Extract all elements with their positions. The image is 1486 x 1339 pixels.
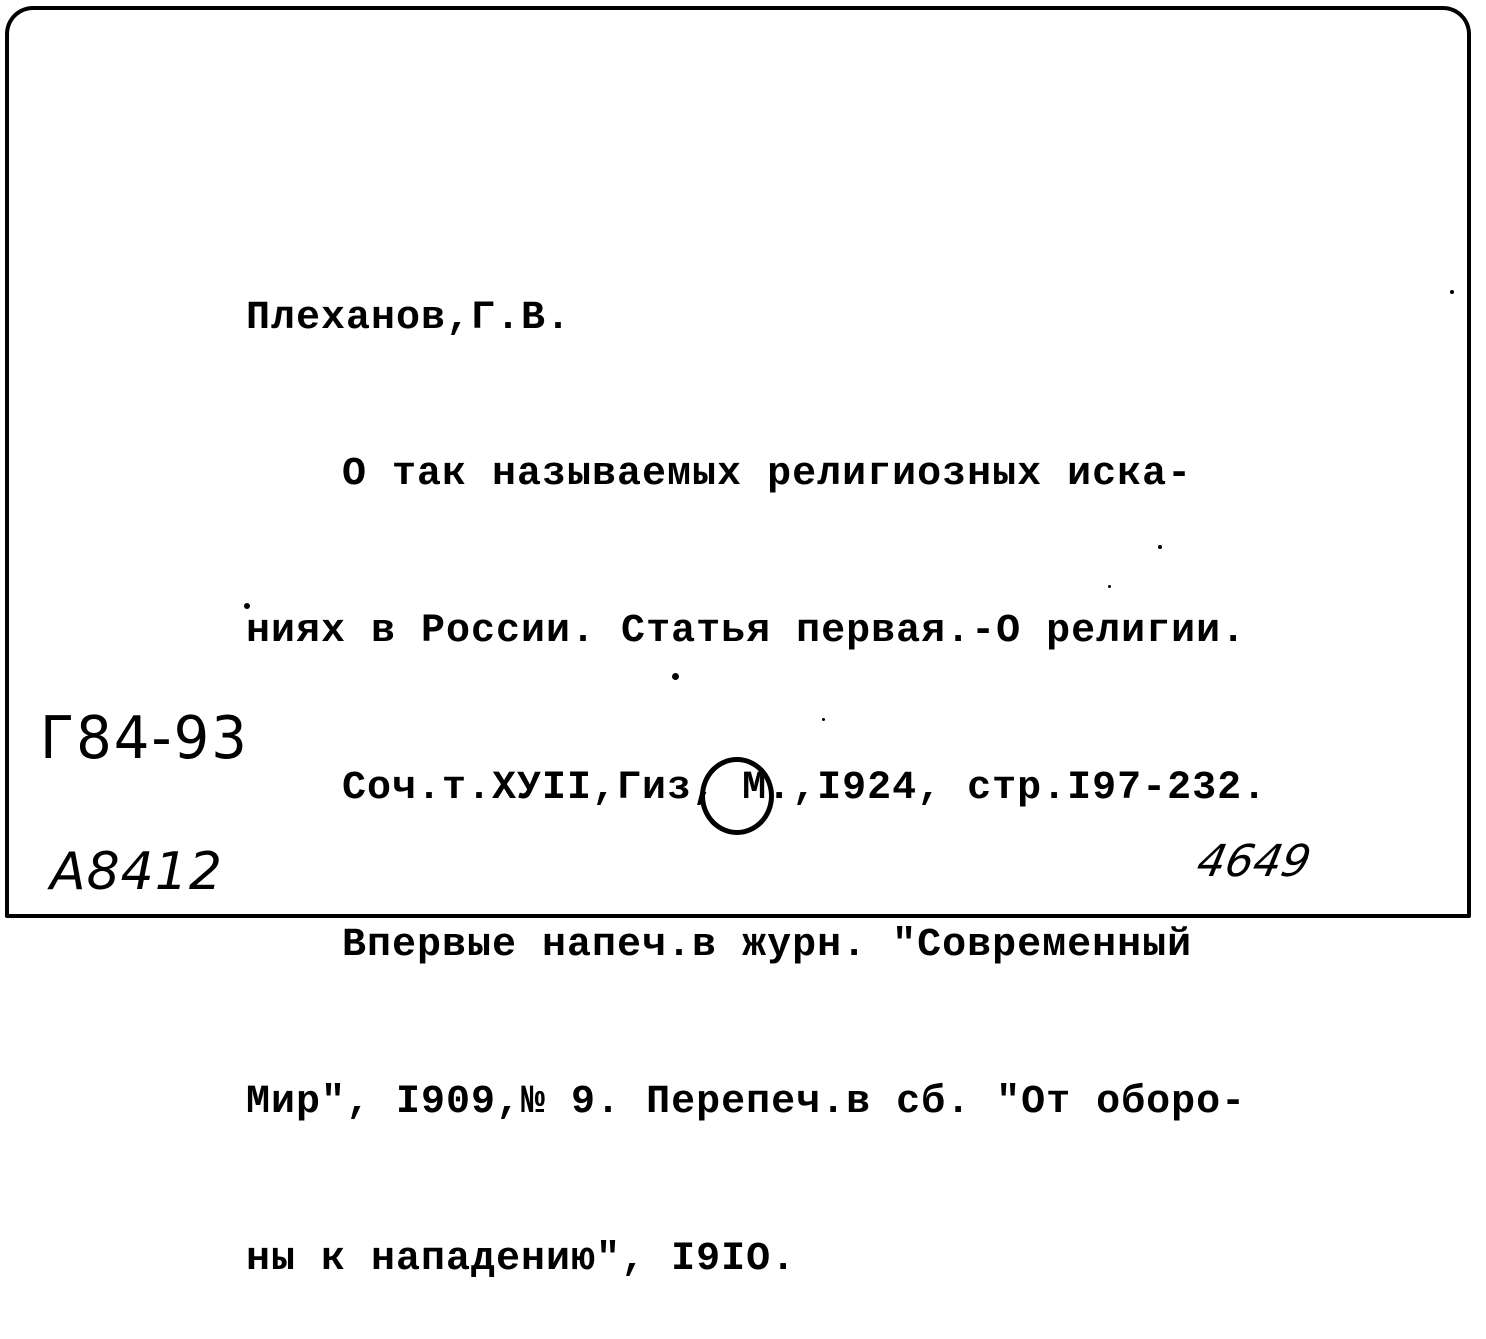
shelf-mark: Г84-93 — [40, 704, 249, 773]
author-line: Плеханов,Г.В. — [246, 295, 572, 341]
inventory-number: 4649 — [1192, 836, 1316, 887]
source-line: Соч.т.ХУII,Гиз, М.,I924, стр.I97-232. — [342, 766, 1268, 812]
ink-speck — [1108, 585, 1111, 588]
note-line-1: Впервые напеч.в журн. "Современный — [342, 923, 1193, 969]
title-line-1: О так называемых религиозных иска- — [342, 452, 1193, 498]
ink-speck — [244, 603, 250, 609]
note-line-2: Мир", I909,№ 9. Перепеч.в сб. "От оборо- — [246, 1080, 1247, 1126]
accession-number: А8412 — [50, 842, 223, 902]
ink-speck — [672, 673, 679, 680]
ink-speck — [1450, 290, 1454, 294]
ink-speck — [1158, 545, 1162, 549]
note-line-3: ны к нападению", I9IO. — [246, 1236, 797, 1282]
title-line-2: ниях в России. Статья первая.-О религии. — [246, 609, 1247, 655]
punch-hole-icon — [700, 757, 774, 835]
ink-speck — [822, 718, 825, 721]
